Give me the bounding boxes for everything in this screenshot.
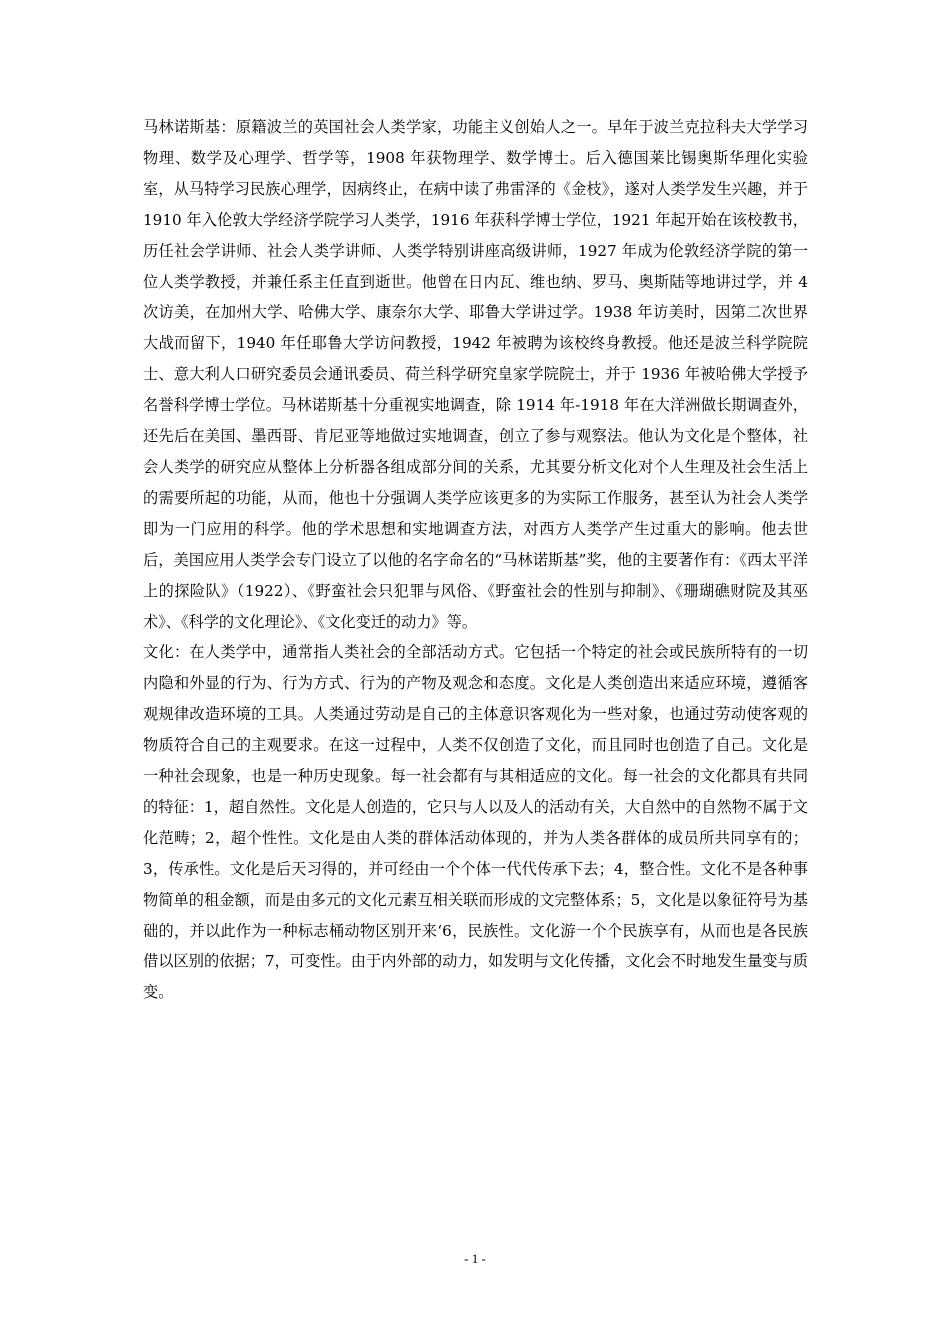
page-number: - 1 - xyxy=(464,1251,486,1266)
paragraph-malinowski: 马林诺斯基：原籍波兰的英国社会人类学家，功能主义创始人之一。早年于波兰克拉科夫大学学习物理、数学及心理学、哲学等，1908 年获物理学、数学博士。后入德国莱比锡奥斯华理化实验室，从马特学习民族心理学，因病终止，在病中读了弗雷泽的《金枝》，遂对人类学发生兴趣，并于 1910 年入伦敦大学经济学院学习人类学，1916 年获科学博士学位，1921 年起开始在该校教书，历任社会学讲师、社会人类学讲师、人类学特别讲座高级讲师，1927 年成为伦敦经济学院的第一位人类学教授，并兼任系主任直到逝世。他曾在日内瓦、维也纳、罗马、奥斯陆等地讲过学，并 4 次访美，在加州大学、哈佛大学、康奈尔大学、耶鲁大学讲过学。1938 年访美时，因第二次世界大战而留下，1940 年任耶鲁大学访问教授，1942 年被聘为该校终身教授。他还是波兰科学院院士、意大利人口研究委员会通讯委员、荷兰科学研究皇家学院院士，并于 1936 年被哈佛大学授予名誉科学博士学位。马林诺斯基十分重视实地调查，除 1914 年-1918 年在大洋洲做长期调查外，还先后在美国、墨西哥、肯尼亚等地做过实地调查，创立了参与观察法。他认为文化是个整体，社会人类学的研究应从整体上分析器各组成部分间的关系，尤其要分析文化对个人生理及社会生活上的需要所起的功能，从而，他也十分强调人类学应该更多的为实际工作服务，甚至认为社会人类学即为一门应用的科学。他的学术思想和实地调查方法，对西方人类学产生过重大的影响。他去世后，美国应用人类学会专门设立了以他的名字命名的“马林诺斯基”奖，他的主要著作有：《西太平洋上的探险队》（1922）、《野蛮社会只犯罪与风俗、《野蛮社会的性别与抑制》、《珊瑚礁财院及其巫术》、《科学的文化理论》、《文化变迁的动力》等。 xyxy=(143,118,808,631)
document-body xyxy=(143,112,808,1008)
paragraph-culture: 文化：在人类学中，通常指人类社会的全部活动方式。它包括一个特定的社会或民族所特有的一切内隐和外显的行为、行为方式、行为的产物及观念和态度。文化是人类创造出来适应环境，遵循客观规律改造环境的工具。人类通过劳动是自己的主体意识客观化为一些对象，也通过劳动使客观的物质符合自己的主观要求。在这一过程中，人类不仅创造了文化，而且同时也创造了自己。文化是一种社会现象，也是一种历史现象。每一社会都有与其相适应的文化。每一社会的文化都具有共同的特征：1，超自然性。文化是人创造的，它只与人以及人的活动有关，大自然中的自然物不属于文化范畴；2，超个性性。文化是由人类的群体活动体现的，并为人类各群体的成员所共同享有的；3，传承性。文化是后天习得的，并可经由一个个体一代代传承下去；4，整合性。文化不是各种事物简单的租金额，而是由多元的文化元素互相关联而形成的文完整体系；5，文化是以象征符号为基础的，并以此作为一种标志桶动物区别开来‘6，民族性。文化游一个个民族享有，从而也是各民族借以区别的依据；7，可变性。由于内外部的动力，如发明与文化传播，文化会不时地发生量变与质变。 xyxy=(143,643,808,1002)
